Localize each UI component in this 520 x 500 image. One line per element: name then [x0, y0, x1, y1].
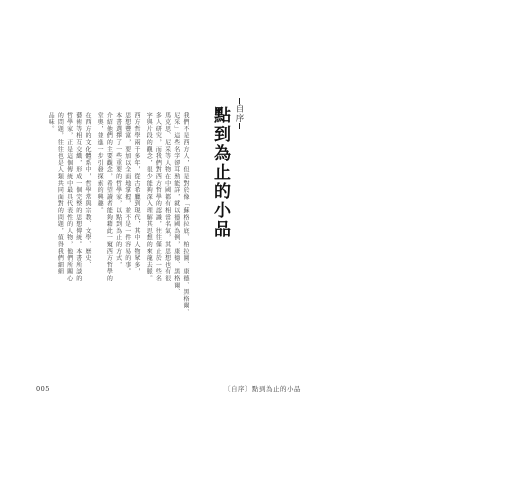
text-column: 的問題，往往也是人類共同面對的問題，值得我們細細 [56, 112, 64, 276]
label-rule-bottom [239, 123, 240, 129]
text-column: 品味。 [47, 112, 55, 133]
chapter-heading [208, 98, 246, 248]
text-column: 藝術等相互交織，形成一個完整的思想傳統。本書所談的 [74, 112, 82, 282]
preface-label-text: 自序 [234, 104, 244, 123]
text-column: 在西方的文化體系中，哲學常與宗教、文學、歷史、 [83, 112, 91, 269]
text-column: 多人研究，而我們對西方哲學的認識，往往僅止於一些名 [154, 112, 162, 282]
running-head: 〔自序〕點到為止的小品 [224, 385, 301, 393]
text-column: 堂奧，並進一步引發探索的興趣。 [96, 112, 104, 214]
text-column: 思想豐富，要加以全面地掌握，並不是一件容易的事。 [123, 112, 131, 276]
text-column: 本書選擇了一些重要的哲學家，以點到為止的方式， [114, 112, 122, 269]
text-column: 字與片段的觀念，很少能夠深入理解其思想的來龍去脈。 [145, 112, 153, 282]
text-column: 我們不是西方人，但是對於像「蘇格拉底、柏拉圖、康德、黑格爾、 [182, 112, 189, 316]
page-title: 點到為止的小品 [210, 106, 230, 239]
text-column: 馬克思、尼采等人物在中國都有相當名氣，其思想也有很 [163, 112, 171, 282]
text-column: 哲學家，正是這個傳統中最具代表性的人物，他們所關心 [65, 112, 73, 282]
preface-label [233, 98, 245, 129]
text-column: 尼采」這些名字卻耳熟能詳，就以德國為例，康德、黑格爾、 [172, 112, 180, 296]
page-number: 005 [36, 385, 50, 393]
text-column: 介紹他們的主要觀念，希望讀者能夠藉此一窺西方哲學的 [105, 112, 113, 282]
text-column: 西方哲學兩千多年，從古希臘到現代，其中人物眾多， [132, 112, 140, 276]
body-text [47, 112, 189, 368]
